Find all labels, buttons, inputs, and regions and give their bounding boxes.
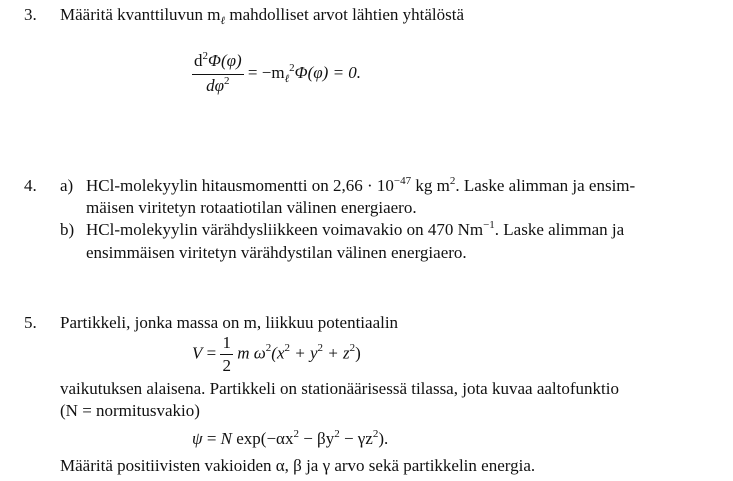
problem-4a-line-1	[86, 175, 635, 199]
problem-3-subscript: ℓ	[220, 15, 226, 27]
numerator-d: d	[194, 51, 203, 70]
fraction-denominator	[192, 75, 244, 99]
rhs-exponent: 2	[289, 62, 295, 75]
x-exponent: 2	[284, 342, 290, 355]
potential-mass: m	[237, 343, 250, 363]
problem-3-number: 3.	[24, 5, 37, 24]
4a-unit-exponent: 2	[449, 175, 456, 187]
problem-5-line-1: Partikkeli, jonka massa on m, liikkuu potentiaalin	[60, 313, 399, 332]
wavefunction-equals: =	[202, 429, 221, 448]
fraction-numerator	[192, 50, 244, 74]
wavefunction-close: ).	[378, 429, 389, 448]
potential-fraction-numerator: 1	[222, 333, 231, 352]
denominator-d-phi: dφ	[206, 76, 225, 95]
problem-5-line-3: (N = normitusvakio)	[60, 401, 200, 420]
potential-equals: =	[206, 343, 217, 363]
equation-rhs	[247, 62, 362, 86]
rhs-end: Φ(φ) = 0.	[294, 63, 362, 83]
wavefunction-psi: ψ	[192, 429, 203, 448]
potential-v: V	[192, 343, 203, 363]
numerator-function: Φ(φ)	[208, 51, 242, 70]
potential-fraction-denominator: 2	[222, 356, 231, 375]
problem-4-number: 4.	[24, 176, 37, 195]
problem-5-line-4: Määritä positiivisten vakioiden α, β ja γ arvo sekä partikkelin energia.	[60, 456, 536, 475]
problem-3-text-before: Määritä kvanttiluvun m	[60, 5, 221, 24]
omega-exponent: 2	[265, 342, 272, 355]
equation-fraction	[192, 50, 244, 99]
gamma-exponent: 2	[372, 428, 379, 440]
potential-equation	[192, 332, 361, 377]
alpha-exponent: 2	[293, 428, 299, 440]
numerator-exponent: 2	[202, 50, 208, 62]
problem-5-number: 5.	[24, 313, 37, 332]
potential-fraction	[220, 332, 233, 377]
problem-4b-line-1	[86, 219, 624, 243]
problem-4b-label: b)	[60, 220, 75, 239]
potential-y: + y	[290, 343, 318, 363]
4b-text-before: HCl-molekyylin värähdysliikkeen voimavakio on 470 Nm	[86, 220, 484, 239]
wavefunction-equation	[192, 428, 388, 452]
problem-4b-line-2: ensimmäisen viritetyn värähdystilan välinen energiaero.	[86, 243, 467, 262]
problem-3-text-after: mahdolliset arvot lähtien yhtälöstä	[225, 5, 465, 24]
problem-4a-label: a)	[60, 176, 74, 195]
rhs-minus-m: = −m	[247, 63, 285, 83]
problem-5-line-2: vaikutuksen alaisena. Partikkeli on stationäärisessä tilassa, jota kuvaa aaltofunktio	[60, 379, 619, 398]
4b-text-after: . Laske alimman ja	[494, 220, 625, 239]
y-exponent: 2	[317, 342, 324, 355]
denominator-exponent: 2	[224, 75, 230, 87]
4a-text-before: HCl-molekyylin hitausmomentti on 2,66 · 10	[86, 176, 394, 195]
problem-3-equation	[192, 50, 361, 99]
wavefunction-n: N	[220, 429, 232, 448]
beta-exponent: 2	[334, 428, 340, 440]
4b-exponent: −1	[483, 219, 495, 231]
4a-unit: kg m	[411, 176, 450, 195]
4a-exponent: −47	[393, 175, 412, 187]
4a-text-after: . Laske alimman ja ensim-	[455, 176, 636, 195]
wavefunction-gamma: − γz	[339, 429, 373, 448]
potential-omega: ω	[253, 343, 266, 363]
wavefunction-beta: − βy	[298, 429, 335, 448]
potential-close: )	[355, 343, 361, 363]
potential-open-x: (x	[271, 343, 285, 363]
z-exponent: 2	[349, 342, 356, 355]
problem-4a-line-2: mäisen viritetyn rotaatiotilan välinen energiaero.	[86, 198, 417, 217]
rhs-subscript: ℓ	[284, 73, 290, 86]
problem-3-statement	[60, 4, 464, 28]
wavefunction-exp-alpha: exp(−αx	[232, 429, 294, 448]
potential-z: + z	[323, 343, 350, 363]
